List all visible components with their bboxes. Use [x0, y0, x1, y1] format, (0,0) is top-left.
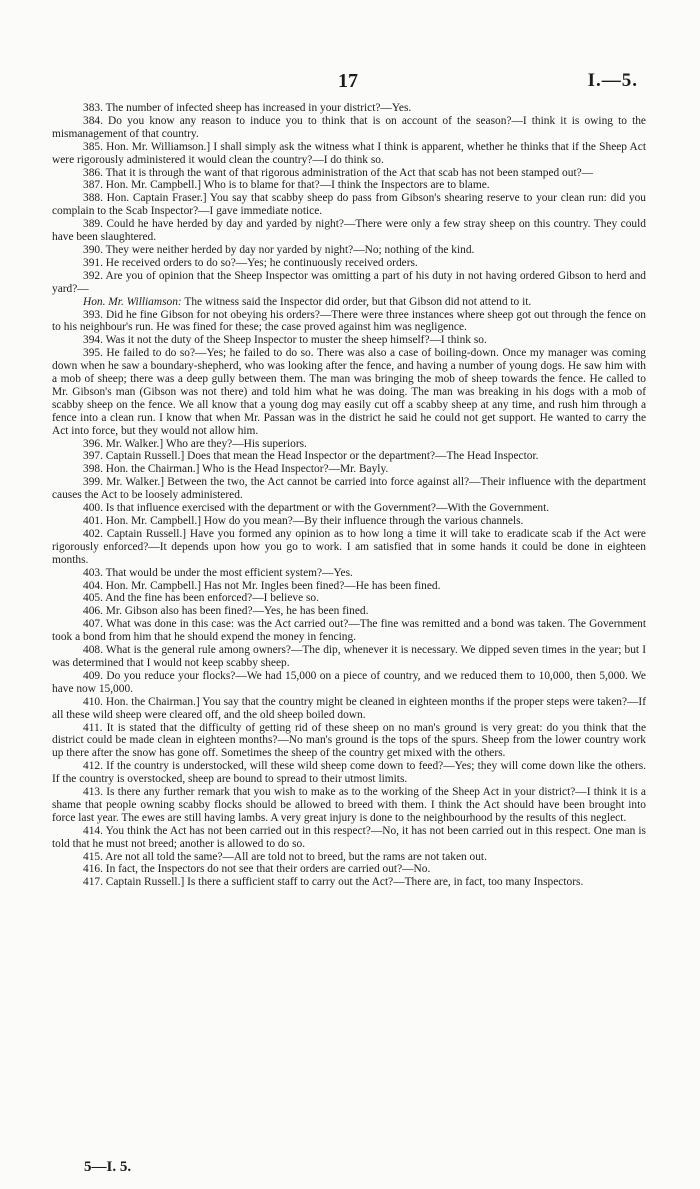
paragraph-text: 408. What is the general rule among owners?—The dip, whenever it is necessary. We dipped seven times in the year; but I was determined that I would not keep scabby sheep.	[52, 644, 646, 669]
paragraph-text: 396. Mr. Walker.] Who are they?—His superiors.	[83, 437, 307, 450]
page-number: 17	[338, 70, 358, 92]
question-paragraph	[52, 296, 646, 309]
paragraph-text: 391. He received orders to do so?—Yes; he continuously received orders.	[83, 256, 418, 269]
page-header	[0, 70, 700, 100]
paragraph-text: 385. Hon. Mr. Williamson.] I shall simply ask the witness what I think is apparent, whether he thinks that if the Sheep Act were rigorously administered it would clean the country?—I do think so.	[52, 140, 646, 166]
question-paragraph	[52, 167, 646, 180]
paragraph-text: 400. Is that influence exercised with the department or with the Government?—With the Government.	[83, 502, 550, 515]
paragraph-text: 383. The number of infected sheep has increased in your district?—Yes.	[83, 102, 412, 114]
question-paragraph	[52, 605, 646, 618]
question-paragraph	[52, 463, 646, 476]
question-paragraph	[52, 567, 646, 580]
question-paragraph	[52, 786, 646, 825]
question-paragraph	[52, 592, 646, 605]
paragraph-text: 398. Hon. the Chairman.] Who is the Head Inspector?—Mr. Bayly.	[83, 463, 389, 476]
paragraph-text: 386. That it is through the want of that rigorous administration of the Act that scab has not been stamped out?—	[83, 166, 594, 179]
paragraph-text: 395. He failed to do so?—Yes; he failed to do so. There was also a case of boiling-down. Once my manager was coming down when he saw a boundary-shepherd, who was looking after the fence, and having a number of young dogs. He saw him with a mob of sheep; there was a deep gully between them. The man was bringing the mob of sheep towards the fence. He called to Mr. Gibson's man (Gibson was not there) and told him what he was doing. The man was breaking in his dogs with a mob of scabby sheep on the fence. We all know that a young dog may easily cut off a scabby sheep at any time, and rush him through a fence into a clean run. I know that when Mr. Passan was in the district he said he could not get support. He wanted to carry the Act into force, but they would not allow him.	[52, 347, 646, 437]
paragraph-text: 416. In fact, the Inspectors do not see that their orders are carried out?—No.	[83, 863, 431, 876]
paragraph-text: 417. Captain Russell.] Is there a sufficient staff to carry out the Act?—There are, in fact, too many Inspectors.	[83, 876, 584, 889]
paragraph-text: 405. And the fine has been enforced?—I believe so.	[83, 592, 319, 605]
question-paragraph	[52, 347, 646, 437]
question-paragraph	[52, 179, 646, 192]
paragraph-text: 406. Mr. Gibson also has been fined?—Yes, he has been fined.	[83, 605, 369, 618]
paragraph-text: 399. Mr. Walker.] Between the two, the Act cannot be carried into force against all?—Their influence with the department causes the Act to be loosely administered.	[52, 476, 646, 502]
paragraph-text: 392. Are you of opinion that the Sheep Inspector was omitting a part of his duty in not having ordered Gibson to herd and yard?—	[52, 269, 646, 295]
footer-signature: 5—I. 5.	[84, 1159, 132, 1175]
question-paragraph	[52, 476, 646, 502]
paragraph-text: 415. Are not all told the same?—All are told not to breed, but the rams are not taken out.	[83, 850, 487, 863]
document-reference: I.—5.	[587, 70, 638, 91]
question-paragraph	[52, 192, 646, 218]
paragraph-text: 409. Do you reduce your flocks?—We had 15,000 on a piece of country, and we reduced them to 10,000, then 5,000. We have now 15,000.	[52, 669, 646, 695]
question-paragraph	[52, 825, 646, 851]
paragraph-text: 410. Hon. the Chairman.] You say that the country might be cleaned in eighteen months if the proper steps were taken?—If all these wild sheep were cleared off, and the old sheep boiled down.	[52, 695, 646, 721]
question-paragraph	[52, 502, 646, 515]
question-paragraph	[52, 528, 646, 567]
question-paragraph	[52, 309, 646, 335]
question-paragraph	[52, 141, 646, 167]
question-paragraph	[52, 863, 646, 876]
paragraph-text: 407. What was done in this case: was the Act carried out?—The fine was remitted and a bond was taken. The Government took a bond from him that he should expend the money in fencing.	[52, 618, 646, 644]
question-paragraph	[52, 670, 646, 696]
paragraph-text: 401. Hon. Mr. Campbell.] How do you mean?—By their influence through the various channels.	[83, 515, 524, 527]
paragraph-text: 384. Do you know any reason to induce you to think that is on account of the season?—I think it is owing to the mismanagement of that country.	[52, 114, 646, 140]
paragraph-text: 388. Hon. Captain Fraser.] You say that scabby sheep do pass from Gibson's shearing reserve to your clean run: did you complain to the Scab Inspector?—I gave immediate notice.	[52, 192, 646, 218]
question-paragraph	[52, 438, 646, 451]
paragraph-text: 414. You think the Act has not been carried out in this respect?—No, it has not been carried out in this respect. One man is told that he must not breed; another is allowed to do so.	[52, 824, 646, 850]
paragraph-text: 403. That would be under the most efficient system?—Yes.	[83, 566, 353, 579]
question-paragraph	[52, 644, 646, 670]
paragraph-text: 397. Captain Russell.] Does that mean the Head Inspector or the department?—The Head Inspector.	[83, 450, 539, 463]
question-paragraph	[52, 218, 646, 244]
question-paragraph	[52, 722, 646, 761]
question-paragraph	[52, 450, 646, 463]
question-paragraph	[52, 102, 646, 115]
question-paragraph	[52, 876, 646, 889]
question-paragraph	[52, 270, 646, 296]
paragraph-text: 393. Did he fine Gibson for not obeying his orders?—There were three instances where sheep got out through the fence on to his neighbour's run. He was fined for these; the case proved against him was negligence.	[52, 308, 646, 334]
question-paragraph	[52, 244, 646, 257]
paragraph-text: 412. If the country is understocked, will these wild sheep come down to feed?—Yes; they will come down like the others. If the country is overstocked, sheep are bound to spread to their utmost limits.	[52, 760, 646, 786]
question-paragraph	[52, 257, 646, 270]
speaker-label: Hon. Mr. Williamson:	[83, 295, 182, 308]
question-paragraph	[52, 618, 646, 644]
paragraph-text: 411. It is stated that the difficulty of getting rid of these sheep on no man's ground is very great: do you think that the district could be made clean in eighteen months?—No man's ground is the tops of the spurs. Sheep from the lower country work up there after the snow has gone off. Sometimes the sheep of the country get mixed with the others.	[52, 721, 646, 760]
question-paragraph	[52, 334, 646, 347]
paragraph-text: 402. Captain Russell.] Have you formed any opinion as to how long a time it will take to eradicate scab if the Act were rigorously enforced?—It depends upon how you go to work. I am satisfied that in some hands it could be done in eighteen months.	[52, 527, 646, 566]
question-paragraph	[52, 851, 646, 864]
paragraph-text: 404. Hon. Mr. Campbell.] Has not Mr. Ingles been fined?—He has been fined.	[83, 579, 441, 592]
paragraph-text: The witness said the Inspector did order, but that Gibson did not attend to it.	[181, 295, 532, 308]
paragraph-text: 413. Is there any further remark that you wish to make as to the working of the Sheep Act in your district?—I think it is a shame that people owning scabby flocks should be allowed to breed with them. I think the Act should have been brought into force last year. The ewes are still having lambs. A very great injury is done to the neighbourhood by the results of this neglect.	[52, 786, 646, 824]
question-paragraph	[52, 115, 646, 141]
question-paragraph	[52, 760, 646, 786]
paragraph-text: 389. Could he have herded by day and yarded by night?—There were only a few stray sheep on this country. They could have been slaughtered.	[52, 218, 646, 244]
paragraph-text: 390. They were neither herded by day nor yarded by night?—No; nothing of the kind.	[83, 243, 475, 256]
document-body	[52, 102, 646, 889]
paragraph-text: 394. Was it not the duty of the Sheep Inspector to muster the sheep himself?—I think so.	[83, 334, 487, 347]
question-paragraph	[52, 696, 646, 722]
question-paragraph	[52, 580, 646, 593]
paragraph-text: 387. Hon. Mr. Campbell.] Who is to blame for that?—I think the Inspectors are to blame.	[83, 179, 490, 192]
question-paragraph	[52, 515, 646, 528]
